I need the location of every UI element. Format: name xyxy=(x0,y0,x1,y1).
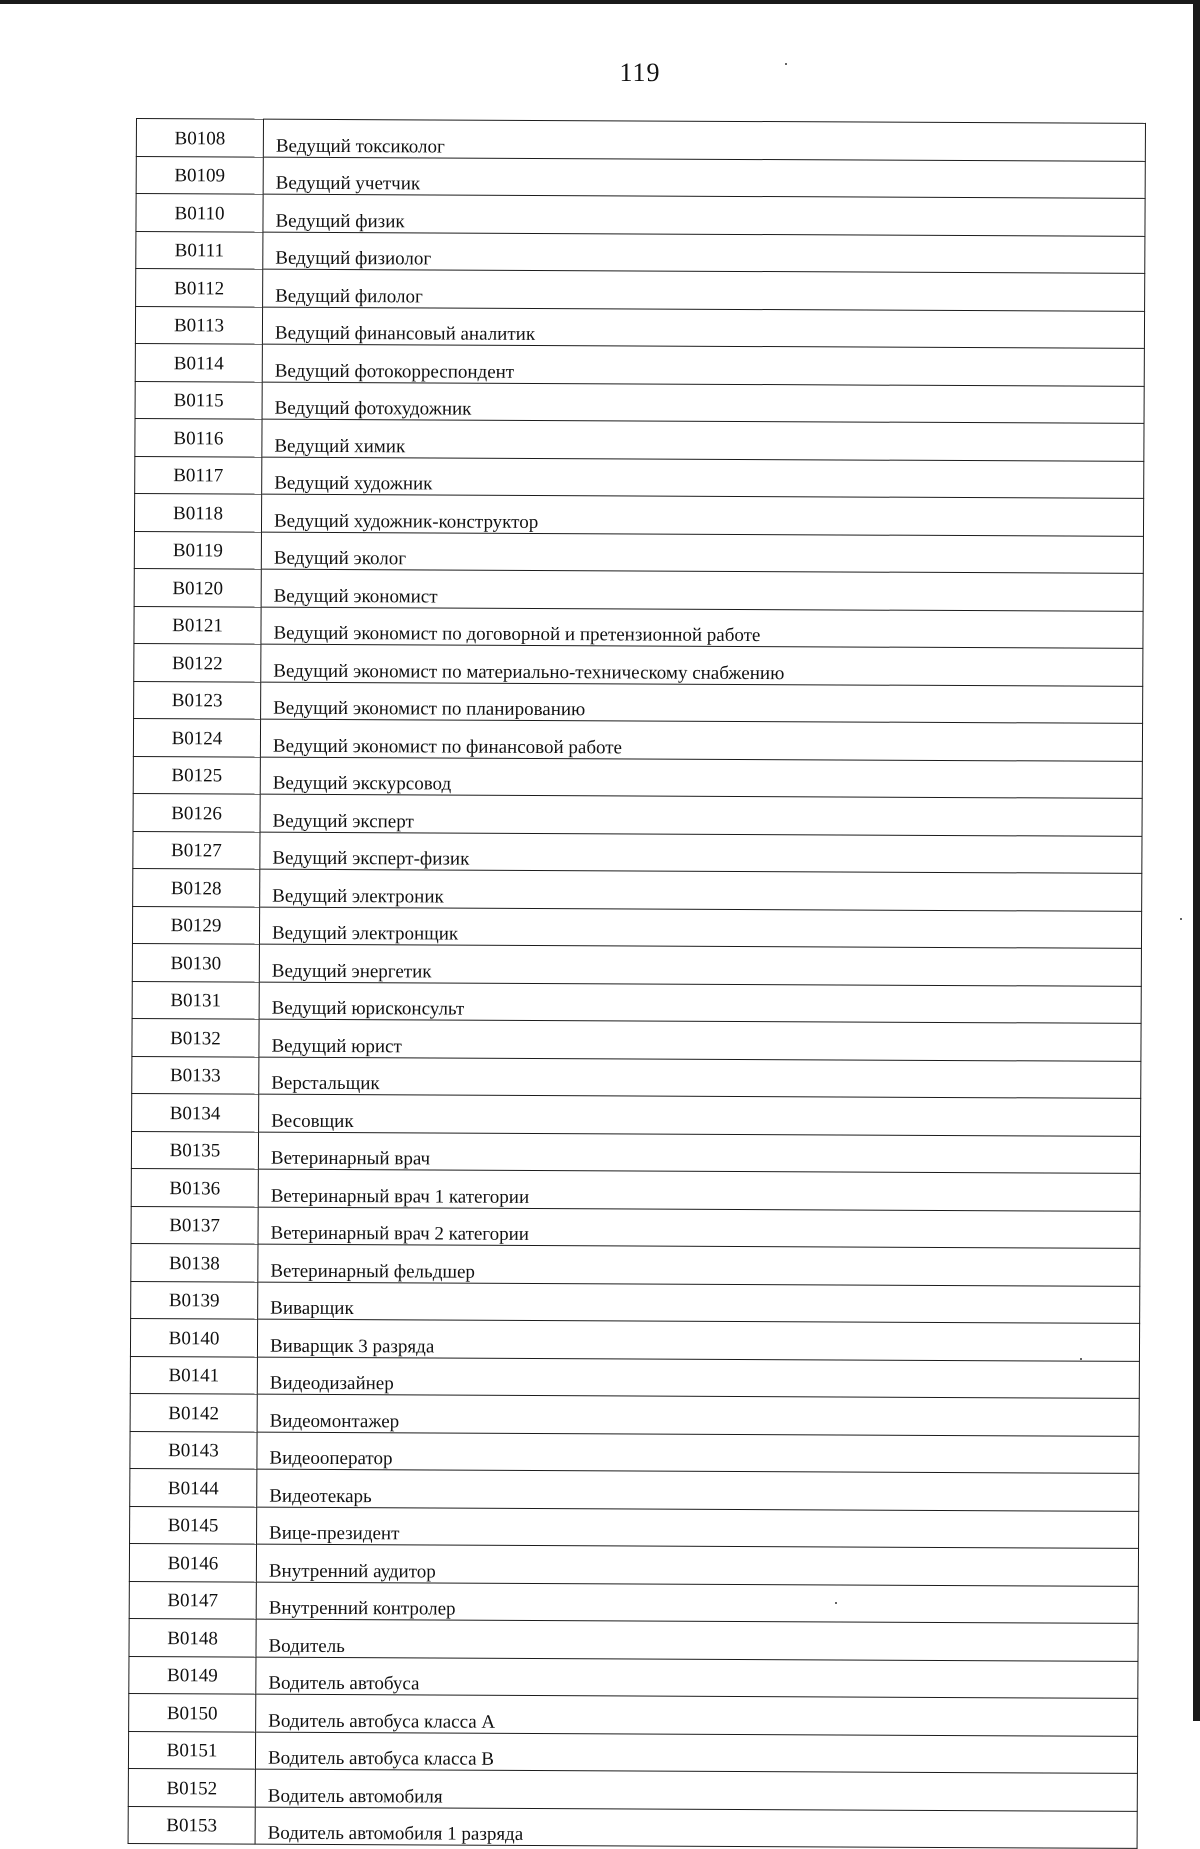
table-row xyxy=(132,1018,1141,1060)
occupation-name: Ведущий экономист по планированию xyxy=(261,682,1143,724)
table-row xyxy=(133,868,1142,910)
occupation-code: B0133 xyxy=(132,1056,259,1094)
occupation-code: B0138 xyxy=(131,1243,258,1281)
occupation-code: B0126 xyxy=(133,793,260,831)
table-row xyxy=(136,119,1145,161)
occupation-name: Вице-президент xyxy=(257,1507,1139,1549)
page-number: 119 xyxy=(619,58,661,87)
occupation-code: B0127 xyxy=(133,831,260,869)
occupation-code: B0118 xyxy=(134,493,261,531)
table-row xyxy=(130,1318,1139,1360)
occupation-code: B0121 xyxy=(134,606,261,644)
occupation-code: B0149 xyxy=(129,1656,256,1694)
occupation-code: B0143 xyxy=(130,1431,257,1469)
occupation-name: Ведущий электронщик xyxy=(259,907,1141,949)
occupation-name: Виварщик xyxy=(258,1282,1140,1324)
scan-border-top xyxy=(0,0,1200,4)
occupation-code: B0151 xyxy=(128,1731,255,1769)
table-row xyxy=(128,1731,1137,1773)
occupation-name: Ведущий художник xyxy=(262,457,1144,499)
occupation-name: Ветеринарный врач 2 категории xyxy=(258,1207,1140,1249)
occupation-code: B0122 xyxy=(134,643,261,681)
occupation-name: Ветеринарный врач 1 категории xyxy=(258,1169,1140,1211)
occupation-name: Весовщик xyxy=(259,1094,1141,1136)
table-row xyxy=(136,156,1145,198)
occupation-name: Внутренний аудитор xyxy=(256,1544,1138,1586)
occupation-code: B0146 xyxy=(129,1543,256,1581)
table-row xyxy=(129,1618,1138,1660)
table-row xyxy=(132,981,1141,1023)
occupation-name: Ведущий фотокорреспондент xyxy=(262,344,1144,386)
occupation-name: Ведущий экономист xyxy=(261,569,1143,611)
occupation-name: Ветеринарный врач xyxy=(258,1132,1140,1174)
table-row xyxy=(129,1581,1138,1623)
table-row xyxy=(134,531,1143,573)
occupation-name: Ведущий физиолог xyxy=(263,232,1145,274)
occupation-name: Ведущий фотохудожник xyxy=(262,382,1144,424)
occupation-code: B0123 xyxy=(134,681,261,719)
table-row xyxy=(133,718,1142,760)
occupation-code: B0114 xyxy=(135,343,262,381)
table-row xyxy=(132,1093,1141,1135)
scan-speck xyxy=(785,63,787,65)
table-row xyxy=(132,906,1141,948)
occupation-name: Ведущий энергетик xyxy=(259,944,1141,986)
table-row xyxy=(131,1168,1140,1210)
scan-border-right xyxy=(1193,0,1200,1721)
occupation-name: Ведущий художник-конструктор xyxy=(261,494,1143,536)
occupation-code: B0134 xyxy=(132,1093,259,1131)
occupation-code: B0130 xyxy=(132,943,259,981)
occupation-code: B0113 xyxy=(135,306,262,344)
table-row xyxy=(134,493,1143,535)
occupation-name: Водитель автомобиля 1 разряда xyxy=(255,1807,1137,1849)
occupation-code: B0139 xyxy=(131,1281,258,1319)
table-row xyxy=(128,1768,1137,1810)
occupation-code: B0131 xyxy=(132,981,259,1019)
occupation-name: Ведущий финансовый аналитик xyxy=(262,307,1144,349)
occupation-name: Ведущий токсиколог xyxy=(263,119,1145,161)
occupation-code: B0135 xyxy=(131,1131,258,1169)
occupation-code: B0144 xyxy=(130,1468,257,1506)
table-row xyxy=(135,306,1144,348)
occupation-code: B0128 xyxy=(133,868,260,906)
table-row xyxy=(130,1431,1139,1473)
occupation-name: Водитель автобуса xyxy=(256,1657,1138,1699)
occupation-name: Ведущий учетчик xyxy=(263,157,1145,199)
occupation-code: B0152 xyxy=(128,1768,255,1806)
occupation-name: Видеодизайнер xyxy=(257,1357,1139,1399)
occupation-code: B0108 xyxy=(136,119,263,157)
occupation-name: Ведущий химик xyxy=(262,419,1144,461)
occupation-code: B0119 xyxy=(134,531,261,569)
occupation-name: Ведущий электроник xyxy=(260,869,1142,911)
occupation-name: Ведущий экскурсовод xyxy=(260,757,1142,799)
table-row xyxy=(133,756,1142,798)
occupation-name: Ветеринарный фельдшер xyxy=(258,1244,1140,1286)
occupation-name: Видеооператор xyxy=(257,1432,1139,1474)
table-row xyxy=(129,1656,1138,1698)
occupation-code: B0141 xyxy=(130,1356,257,1394)
table-row xyxy=(130,1356,1139,1398)
table-row xyxy=(136,194,1145,236)
occupation-name: Ведущий экономист по финансовой работе xyxy=(260,719,1142,761)
table-row xyxy=(131,1243,1140,1285)
occupation-name: Ведущий юрисконсульт xyxy=(259,982,1141,1024)
table-row xyxy=(134,568,1143,610)
table-row xyxy=(131,1281,1140,1323)
occupation-code: B0142 xyxy=(130,1393,257,1431)
table-row xyxy=(135,343,1144,385)
table-row xyxy=(135,381,1144,423)
table-row xyxy=(134,681,1143,723)
table-row xyxy=(130,1506,1139,1548)
table-row xyxy=(130,1393,1139,1435)
table-row xyxy=(132,1056,1141,1098)
occupation-name: Виварщик 3 разряда xyxy=(257,1319,1139,1361)
occupation-name: Верстальщик xyxy=(259,1057,1141,1099)
table-row xyxy=(133,831,1142,873)
occupation-code: B0132 xyxy=(132,1018,259,1056)
table-row xyxy=(131,1206,1140,1248)
occupation-code: B0153 xyxy=(128,1806,255,1844)
table-row xyxy=(135,418,1144,460)
occupation-code: B0140 xyxy=(130,1318,257,1356)
occupation-name: Водитель автобуса класса А xyxy=(256,1694,1138,1736)
occupation-name: Водитель автомобиля xyxy=(255,1769,1137,1811)
occupation-name: Видеомонтажер xyxy=(257,1394,1139,1436)
occupation-name: Ведущий экономист по материально-техническому снабжению xyxy=(261,644,1143,686)
occupation-name: Ведущий филолог xyxy=(263,269,1145,311)
scan-speck xyxy=(1180,918,1182,920)
table-row xyxy=(130,1468,1139,1510)
occupation-name: Внутренний контролер xyxy=(256,1582,1138,1624)
occupation-name: Водитель автобуса класса В xyxy=(255,1732,1137,1774)
occupation-code: B0148 xyxy=(129,1618,256,1656)
occupation-code: B0129 xyxy=(132,906,259,944)
occupation-name: Водитель xyxy=(256,1619,1138,1661)
table-row xyxy=(136,269,1145,311)
table-row xyxy=(133,793,1142,835)
occupation-code: B0117 xyxy=(135,456,262,494)
occupation-code: B0115 xyxy=(135,381,262,419)
occupation-code: B0120 xyxy=(134,568,261,606)
occupation-name: Ведущий эксперт xyxy=(260,794,1142,836)
table-row xyxy=(136,231,1145,273)
occupation-code: B0112 xyxy=(136,269,263,307)
table-row xyxy=(134,606,1143,648)
occupation-name: Ведущий эколог xyxy=(261,532,1143,574)
occupation-codes-table xyxy=(128,118,1146,1849)
occupation-name: Ведущий юрист xyxy=(259,1019,1141,1061)
table-row xyxy=(134,643,1143,685)
occupation-code: B0111 xyxy=(136,231,263,269)
occupation-name: Видеотекарь xyxy=(257,1469,1139,1511)
table-row xyxy=(129,1543,1138,1585)
table-row xyxy=(129,1693,1138,1735)
table-row xyxy=(128,1806,1137,1848)
occupation-code: B0145 xyxy=(130,1506,257,1544)
occupation-code: B0137 xyxy=(131,1206,258,1244)
occupation-code: B0109 xyxy=(136,156,263,194)
table-row xyxy=(131,1131,1140,1173)
occupation-code: B0124 xyxy=(133,718,260,756)
occupation-code: B0110 xyxy=(136,194,263,232)
occupation-code: B0125 xyxy=(133,756,260,794)
occupation-code: B0136 xyxy=(131,1168,258,1206)
occupation-codes-body xyxy=(128,119,1145,1849)
occupation-name: Ведущий эксперт-физик xyxy=(260,832,1142,874)
occupation-code: B0147 xyxy=(129,1581,256,1619)
occupation-code: B0116 xyxy=(135,418,262,456)
occupation-name: Ведущий экономист по договорной и претензионной работе xyxy=(261,607,1143,649)
occupation-name: Ведущий физик xyxy=(263,194,1145,236)
table-row xyxy=(135,456,1144,498)
table-row xyxy=(132,943,1141,985)
occupation-code: B0150 xyxy=(129,1693,256,1731)
